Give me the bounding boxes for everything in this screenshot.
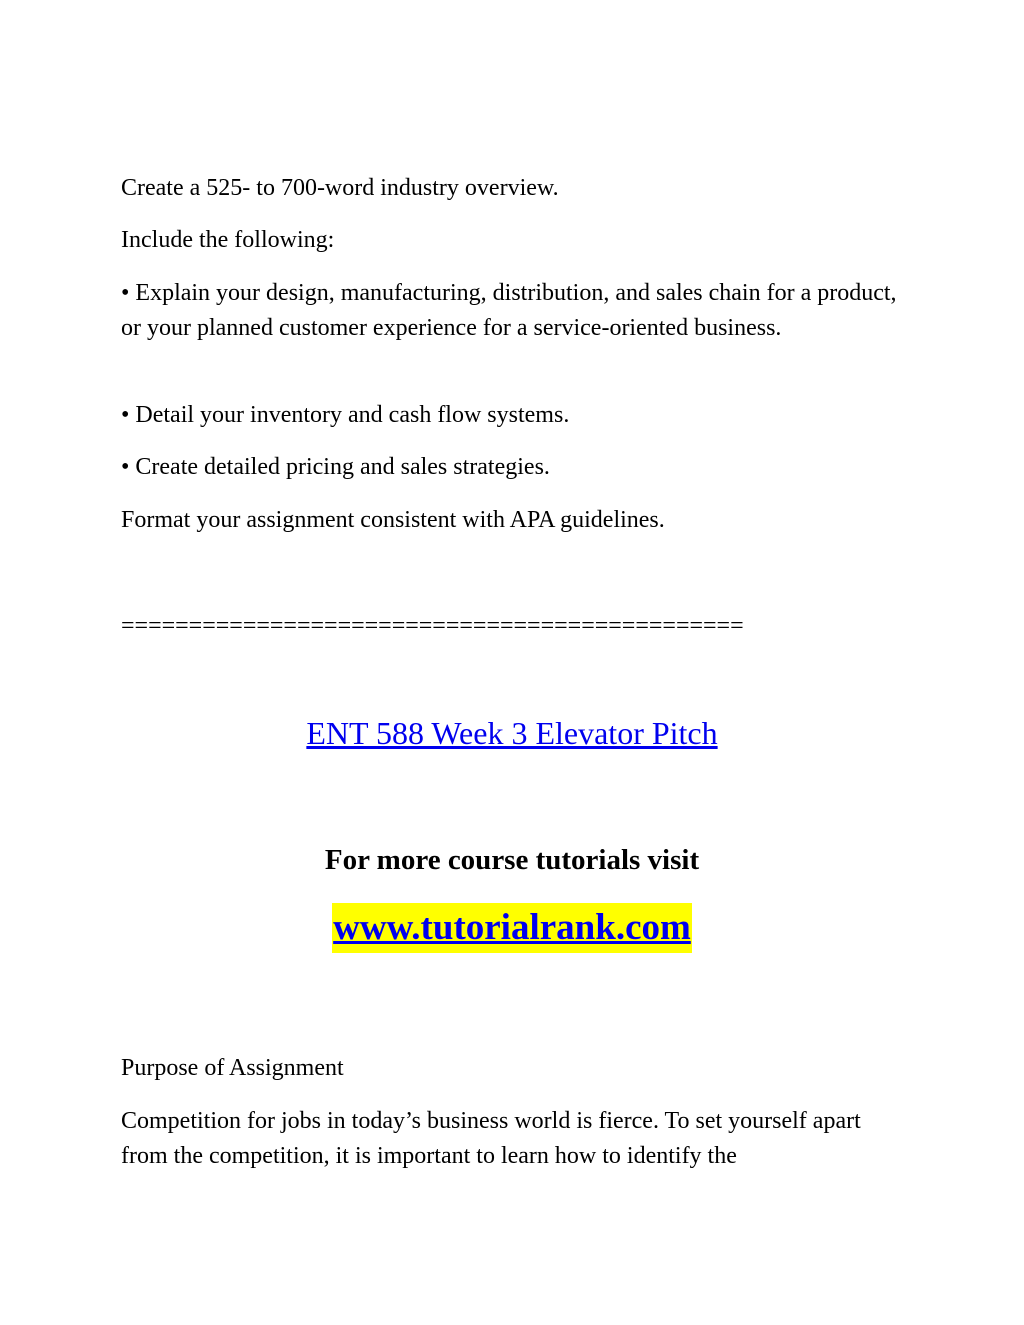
bullet-item-2: • Detail your inventory and cash flow systems. <box>121 402 570 428</box>
course-title-container <box>0 712 1024 754</box>
intro-line-1: Create a 525- to 700-word industry overview. <box>121 175 559 201</box>
promo-text: For more course tutorials visit <box>324 844 700 876</box>
tutorial-site-link[interactable]: www.tutorialrank.com <box>332 903 692 953</box>
format-note: Format your assignment consistent with APA guidelines. <box>121 507 665 533</box>
bullet-item-1: • Explain your design, manufacturing, distribution, and sales chain for a product, or your planned customer experience for a service-oriented business. <box>121 280 897 341</box>
purpose-heading: Purpose of Assignment <box>121 1055 344 1081</box>
section-divider: ============================================== <box>121 613 744 639</box>
purpose-body: Competition for jobs in today’s business world is fierce. To set yourself apart from the competition, it is important to learn how to identify the <box>121 1108 861 1169</box>
course-title-link[interactable]: ENT 588 Week 3 Elevator Pitch <box>306 715 718 751</box>
bullet-item-3: • Create detailed pricing and sales strategies. <box>121 454 550 480</box>
intro-line-2: Include the following: <box>121 227 335 253</box>
site-link-container <box>0 903 1024 953</box>
